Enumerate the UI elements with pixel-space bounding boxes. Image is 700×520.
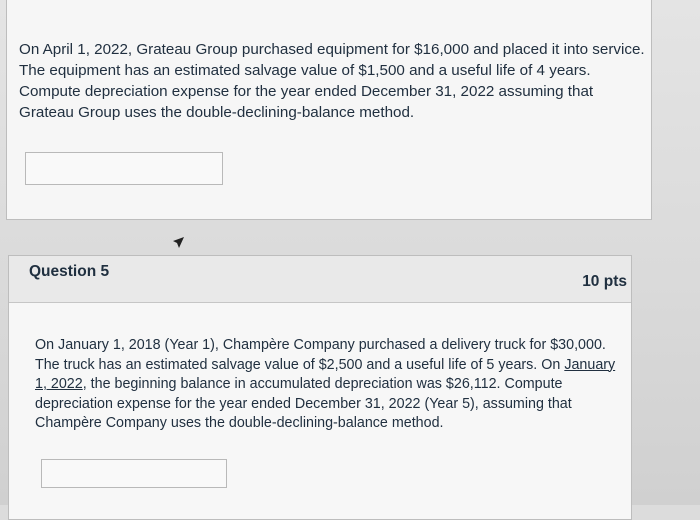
- question-5-card: [8, 255, 632, 520]
- question-5-title: Question 5: [29, 263, 110, 280]
- question-4-text: On April 1, 2022, Grateau Group purchased equipment for $16,000 and placed it into service. The equipment has an estimated salvage value of $1,500 and a useful life of 4 years. Compute depreciation expense for the year ended December 31, 2022 assuming that Grateau Group uses the double-declining-balance method.: [19, 41, 645, 121]
- question-5-text-part2: , the beginning balance in accumulated depreciation was $26,112. Compute depreciation expense for the year ended December 31, 2022 (Year 5), assuming that Champère Company uses the double-declining-balance method.: [35, 376, 572, 431]
- question-4-answer-input[interactable]: [25, 152, 223, 185]
- question-5-points: 10 pts: [582, 273, 627, 290]
- question-5-text-part1: On January 1, 2018 (Year 1), Champère Company purchased a delivery truck for $30,000. The truck has an estimated salvage value of $2,500 and a useful life of 5 years. On: [35, 337, 606, 373]
- question-5-answer-input[interactable]: [41, 459, 227, 488]
- question-4-card: [6, 0, 652, 220]
- mouse-pointer-icon: [171, 236, 185, 250]
- question-5-text: [35, 336, 625, 434]
- question-5-header: [9, 256, 631, 303]
- question-5-date-link: January 1, 2022: [35, 356, 616, 392]
